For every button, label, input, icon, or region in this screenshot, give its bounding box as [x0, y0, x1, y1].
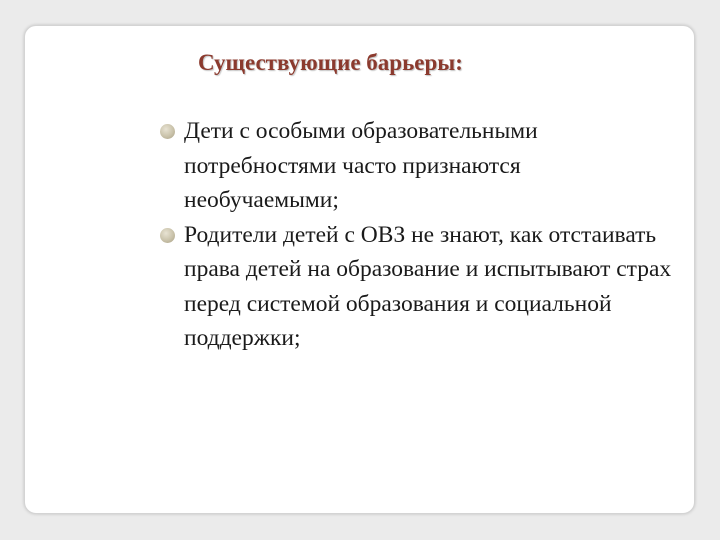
- bullet-text: Родители детей с ОВЗ не знают, как отстаивать права детей на образование и испытывают страх перед системой образования и социальной поддержки;: [184, 221, 672, 351]
- slide-title: Существующие барьеры:: [198, 50, 463, 75]
- bullet-list: [160, 114, 680, 356]
- list-item: [160, 114, 680, 218]
- bullet-dot-icon: [160, 228, 175, 243]
- bullet-text: Дети с особыми образовательными потребностями часто признаются необучаемыми;: [184, 118, 538, 213]
- bullet-dot-icon: [160, 124, 175, 139]
- list-item: [160, 218, 680, 356]
